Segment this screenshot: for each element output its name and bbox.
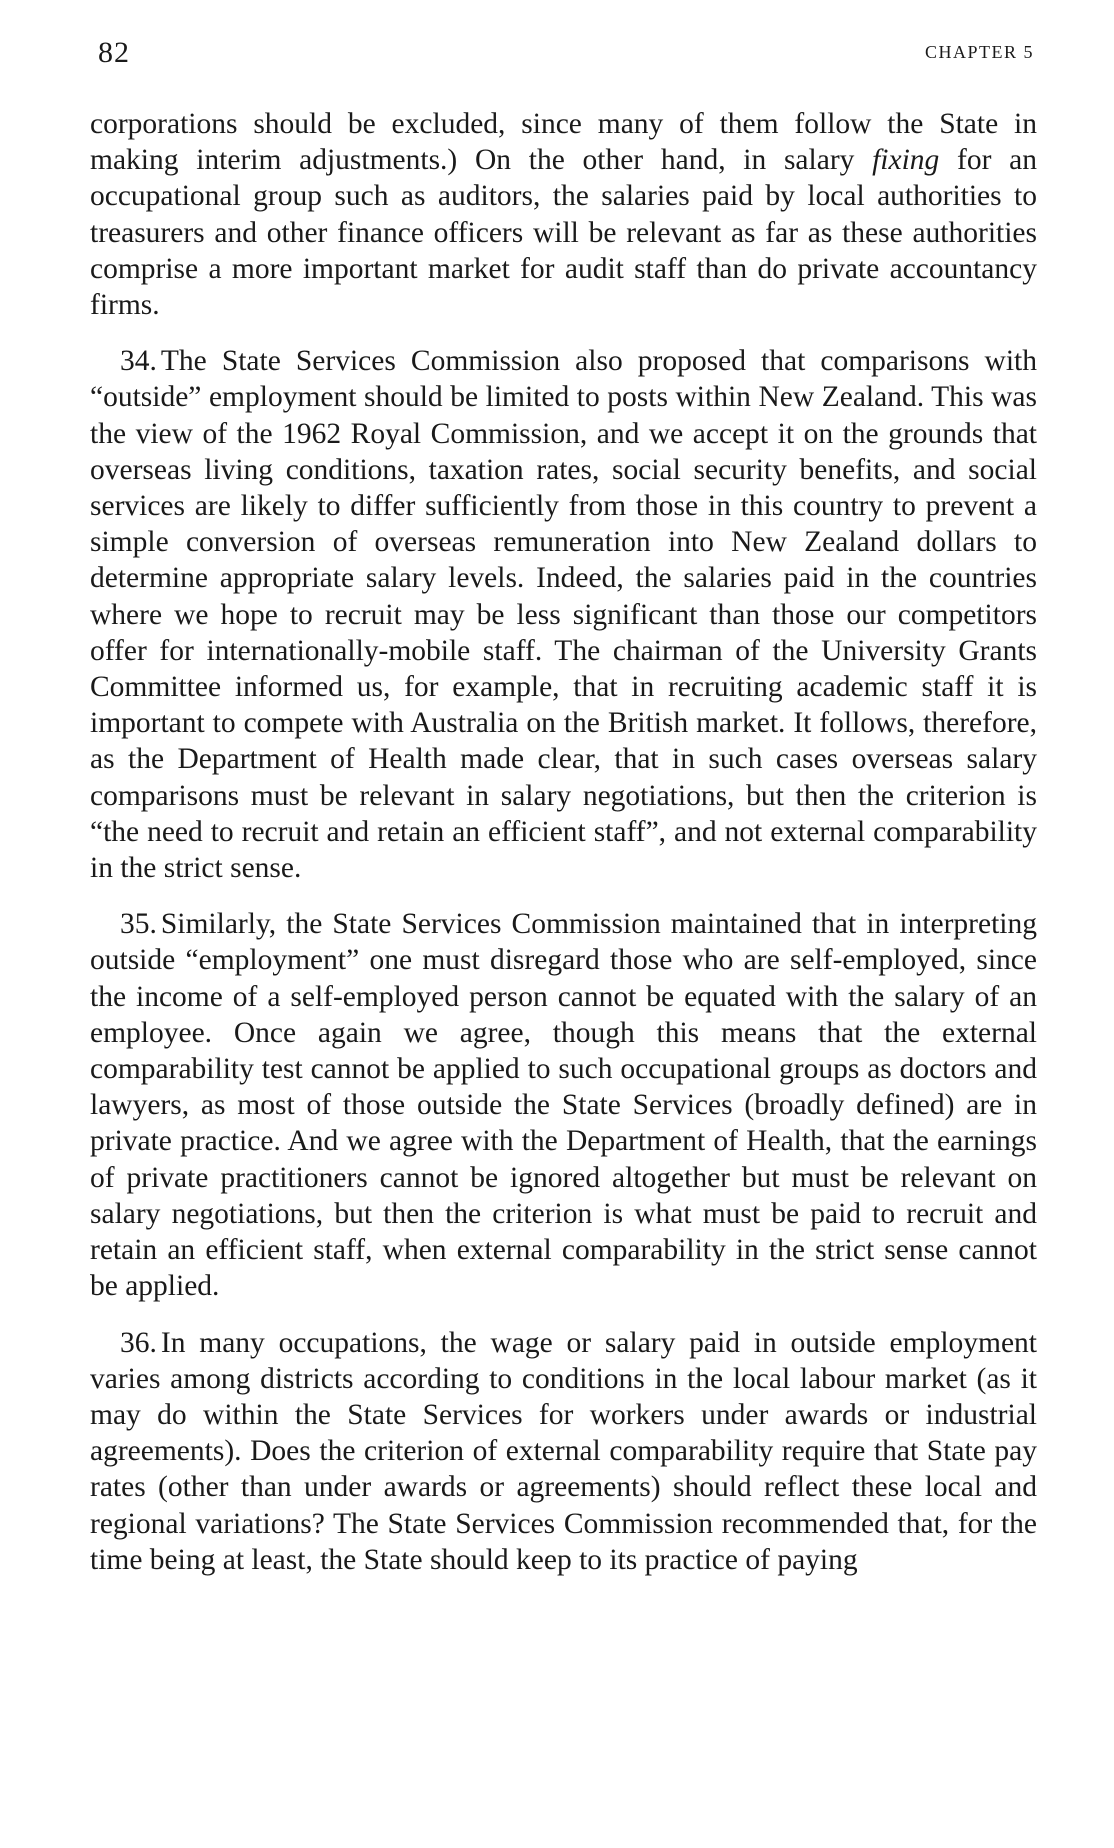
running-head: CHAPTER 5 xyxy=(924,42,1034,62)
paragraph-36 xyxy=(90,1325,1037,1578)
paragraph-text: The State Services Commission also proposed that comparisons with “outside” employment should be limited to posts within New Zealand. This was the view of the 1962 Royal Commission, and we accept it on the grounds that overseas living conditions, taxation rates, social security benefits, and social services are likely to differ sufficiently from those in this country to prevent a simple conversion of overseas remuneration into New Zealand dollars to determine appropriate salary levels. Indeed, the salaries paid in the countries where we hope to recruit may be less significant than those our competitors offer for internationally-mobile staff. The chairman of the University Grants Committee informed us, for example, that in recruiting academic staff it is important to compete with Australia on the British market. It follows, therefore, as the Department of Health made clear, that in such cases overseas salary comparisons must be relevant in salary negotiations, but then the criterion is “the need to recruit and retain an efficient staff”, and not external comparability in the strict sense. xyxy=(90,345,1037,885)
paragraph-35 xyxy=(90,906,1037,1304)
paragraph-text: Similarly, the State Services Commission maintained that in interpreting outside “employment” one must disregard those who are self-employed, since the income of a self-employed person cannot be equated with the salary of an employee. Once again we agree, though this means that the external comparability test cannot be applied to such occupational groups as doctors and lawyers, as most of those outside the State Services (broadly defined) are in private practice. And we agree with the Department of Health, that the earnings of private practitioners cannot be ignored altogether but must be relevant on salary negotiations, but then the criterion is what must be paid to recruit and retain an efficient staff, when external comparability in the strict sense cannot be applied. xyxy=(90,908,1037,1303)
body-text xyxy=(90,106,1037,1598)
paragraph-number: 36. xyxy=(120,1326,157,1359)
paragraph-text: for an occupational group such as auditors, the salaries paid by local authorities to treasurers and other finance officers will be relevant as far as these authorities comprise a more important market for audit staff than do private accountancy firms. xyxy=(90,144,1037,322)
paragraph-number: 35. xyxy=(120,908,157,941)
paragraph-continued xyxy=(90,106,1037,323)
paragraph-34 xyxy=(90,343,1037,886)
emphasis-text: fixing xyxy=(872,144,940,177)
paragraph-text: In many occupations, the wage or salary paid in outside employment varies among districts according to conditions in the local labour market (as it may do within the State Services for workers under awards or industrial agreements). Does the criterion of external comparability require that State pay rates (other than under awards or agreements) should reflect these local and regional variations? The State Services Commission recommended that, for the time being at least, the State should keep to its practice of paying xyxy=(90,1326,1037,1576)
paragraph-text: corporations should be excluded, since many of them follow the State in making interim adjustments.) On the other hand, in salary xyxy=(90,108,1037,177)
page-number: 82 xyxy=(98,36,130,69)
paragraph-number: 34. xyxy=(120,345,157,378)
